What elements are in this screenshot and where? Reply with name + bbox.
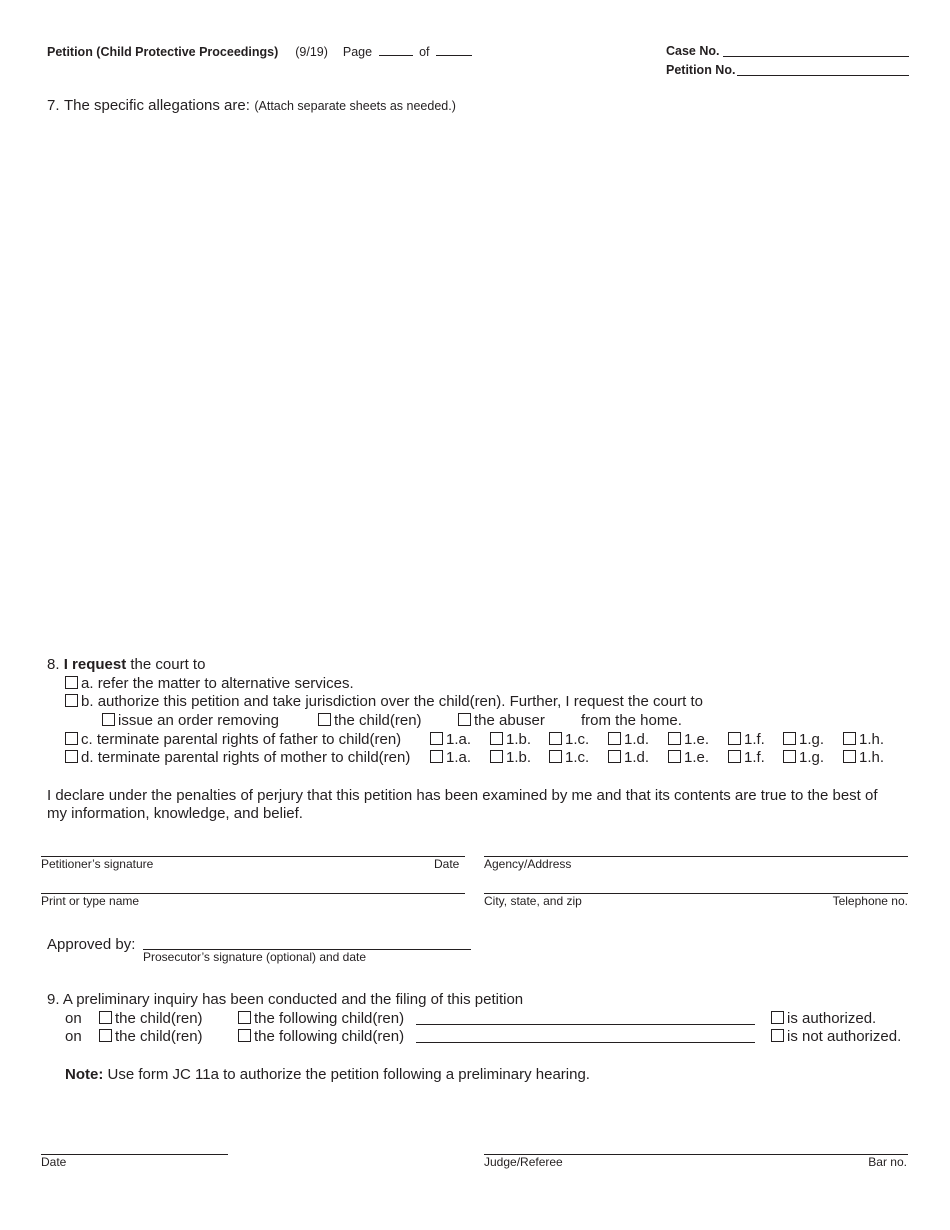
row1-children-option (99, 1010, 203, 1028)
mother-option-1e (668, 749, 709, 767)
checkbox-mother-1b[interactable] (490, 750, 503, 763)
prosecutor-signature-label: Prosecutor’s signature (optional) and date (143, 950, 367, 964)
section-8-lead-rest: the court to (130, 656, 206, 673)
section-9-text: A preliminary inquiry has been conducted and the filing of this petition (62, 991, 524, 1008)
checkbox-8c[interactable] (65, 732, 78, 745)
petition-no-field[interactable] (737, 75, 909, 76)
father-option-1d (608, 731, 649, 749)
father-option-1f (728, 731, 765, 749)
mother-option-1g (783, 749, 824, 767)
petitioner-signature-label: Petitioner’s signature (41, 857, 154, 871)
footer-date-label: Date (41, 1155, 67, 1169)
checkbox-8d[interactable] (65, 750, 78, 763)
remove-children-text: the child(ren) (334, 712, 422, 729)
checkbox-mother-1f[interactable] (728, 750, 741, 763)
checkbox-father-1a[interactable] (430, 732, 443, 745)
checkbox-remove-abuser[interactable] (458, 713, 471, 726)
mother-option-1b (490, 749, 531, 767)
father-option-1c (549, 731, 589, 749)
checkbox-8a[interactable] (65, 676, 78, 689)
remove-abuser-option (458, 712, 545, 730)
mother-option-1a (430, 749, 471, 767)
declaration-line-1: I declare under the penalties of perjury that this petition has been examined by me and that its contents are true to the best of (47, 787, 878, 804)
mother-option-1c (549, 749, 589, 767)
note-text: Use form JC 11a to authorize the petition following a preliminary hearing. (107, 1066, 590, 1083)
option-8a-text: refer the matter to alternative services. (97, 675, 354, 692)
father-option-1a (430, 731, 471, 749)
row1-children-names-line[interactable] (416, 1024, 755, 1025)
section-8-heading (47, 656, 205, 674)
father-1d-label: 1.d. (624, 731, 650, 748)
father-1c-label: 1.c. (565, 731, 590, 748)
option-8d-main (65, 749, 410, 767)
print-name-label: Print or type name (41, 894, 140, 908)
checkbox-8b[interactable] (65, 694, 78, 707)
section-7-note: (Attach separate sheets as needed.) (254, 99, 456, 113)
father-option-1g (783, 731, 824, 749)
checkbox-row1-following[interactable] (238, 1011, 251, 1024)
of-label: of (419, 45, 430, 59)
mother-option-1h (843, 749, 884, 767)
row1-children-text: the child(ren) (115, 1010, 203, 1027)
option-8b-letter: b. (81, 693, 94, 710)
allegations-area[interactable] (47, 122, 909, 642)
section-7-text: The specific allegations are: (63, 97, 250, 114)
checkbox-father-1b[interactable] (490, 732, 503, 745)
declaration-line-2: my information, knowledge, and belief. (47, 805, 303, 822)
mother-1d-label: 1.d. (624, 749, 650, 766)
mother-option-1f (728, 749, 765, 767)
row2-following-option (238, 1028, 404, 1046)
row2-children-text: the child(ren) (115, 1028, 203, 1045)
city-state-zip-label: City, state, and zip (484, 894, 582, 908)
row2-children-names-line[interactable] (416, 1042, 755, 1043)
checkbox-mother-1h[interactable] (843, 750, 856, 763)
mother-1h-label: 1.h. (859, 749, 885, 766)
authorized-text: is authorized. (787, 1010, 877, 1027)
section-9-heading (47, 991, 523, 1009)
page-number-field[interactable] (379, 44, 413, 56)
option-8a-letter: a. (81, 675, 94, 692)
mother-1e-label: 1.e. (684, 749, 710, 766)
father-1h-label: 1.h. (859, 731, 885, 748)
father-1e-label: 1.e. (684, 731, 710, 748)
checkbox-mother-1d[interactable] (608, 750, 621, 763)
row2-following-text: the following child(ren) (254, 1028, 405, 1045)
checkbox-row1-children[interactable] (99, 1011, 112, 1024)
option-8a (65, 675, 354, 693)
father-1f-label: 1.f. (744, 731, 765, 748)
row1-following-option (238, 1010, 404, 1028)
mother-1c-label: 1.c. (565, 749, 590, 766)
father-1g-label: 1.g. (799, 731, 825, 748)
issue-order-option (102, 712, 279, 730)
checkbox-issue-order[interactable] (102, 713, 115, 726)
mother-1b-label: 1.b. (506, 749, 532, 766)
father-1b-label: 1.b. (506, 731, 532, 748)
checkbox-mother-1c[interactable] (549, 750, 562, 763)
father-option-1e (668, 731, 709, 749)
checkbox-mother-1g[interactable] (783, 750, 796, 763)
not-authorized-option (771, 1028, 901, 1046)
row2-children-option (99, 1028, 203, 1046)
checkbox-father-1h[interactable] (843, 732, 856, 745)
petition-no-label: Petition No. (666, 63, 736, 77)
section-9-number: 9. (47, 991, 60, 1008)
checkbox-mother-1e[interactable] (668, 750, 681, 763)
checkbox-father-1g[interactable] (783, 732, 796, 745)
option-8c-main (65, 731, 401, 749)
form-version: (9/19) (295, 45, 328, 59)
authorized-option (771, 1010, 876, 1028)
issue-order-text: issue an order removing (118, 712, 279, 729)
section-7-number: 7. (47, 97, 60, 114)
on-label-2: on (65, 1028, 82, 1045)
father-option-1b (490, 731, 531, 749)
section-7-heading (47, 97, 456, 115)
not-authorized-text: is not authorized. (787, 1028, 902, 1045)
section-8-lead-bold: I request (63, 656, 127, 673)
checkbox-row2-children[interactable] (99, 1029, 112, 1042)
note-label: Note: (65, 1066, 104, 1083)
remove-children-option (318, 712, 422, 730)
section-8-number: 8. (47, 656, 60, 673)
form-title: Petition (Child Protective Proceedings) (47, 45, 279, 59)
checkbox-father-1c[interactable] (549, 732, 562, 745)
judge-referee-label: Judge/Referee (484, 1155, 563, 1169)
telephone-label: Telephone no. (832, 894, 908, 908)
page-label: Page (342, 45, 373, 59)
father-option-1h (843, 731, 884, 749)
checkbox-mother-1a[interactable] (430, 750, 443, 763)
father-1a-label: 1.a. (446, 731, 472, 748)
section-9-note (65, 1066, 590, 1084)
case-no-label: Case No. (666, 44, 720, 58)
option-8c-letter: c. (81, 731, 93, 748)
checkbox-father-1f[interactable] (728, 732, 741, 745)
option-8d-letter: d. (81, 749, 94, 766)
footer-date-line[interactable] (41, 1154, 228, 1155)
option-8c-text: terminate parental rights of father to child(ren) (96, 731, 402, 748)
mother-option-1d (608, 749, 649, 767)
checkbox-authorized[interactable] (771, 1011, 784, 1024)
option-8d-text: terminate parental rights of mother to child(ren) (97, 749, 411, 766)
from-home-text: from the home. (581, 712, 682, 729)
remove-abuser-text: the abuser (474, 712, 545, 729)
bar-no-label: Bar no. (868, 1155, 907, 1169)
case-no-field[interactable] (723, 56, 909, 57)
approved-by-label: Approved by: (47, 936, 136, 953)
checkbox-row2-following[interactable] (238, 1029, 251, 1042)
mother-1g-label: 1.g. (799, 749, 825, 766)
checkbox-father-1e[interactable] (668, 732, 681, 745)
page-total-field[interactable] (436, 44, 472, 56)
checkbox-remove-children[interactable] (318, 713, 331, 726)
row1-following-text: the following child(ren) (254, 1010, 405, 1027)
petitioner-date-label: Date (434, 857, 460, 871)
option-8b (65, 693, 703, 711)
mother-1f-label: 1.f. (744, 749, 765, 766)
checkbox-father-1d[interactable] (608, 732, 621, 745)
form-header (47, 44, 475, 59)
option-8b-text: authorize this petition and take jurisdiction over the child(ren). Further, I request the court to (97, 693, 704, 710)
mother-1a-label: 1.a. (446, 749, 472, 766)
checkbox-not-authorized[interactable] (771, 1029, 784, 1042)
on-label-1: on (65, 1010, 82, 1027)
agency-address-label: Agency/Address (484, 857, 572, 871)
